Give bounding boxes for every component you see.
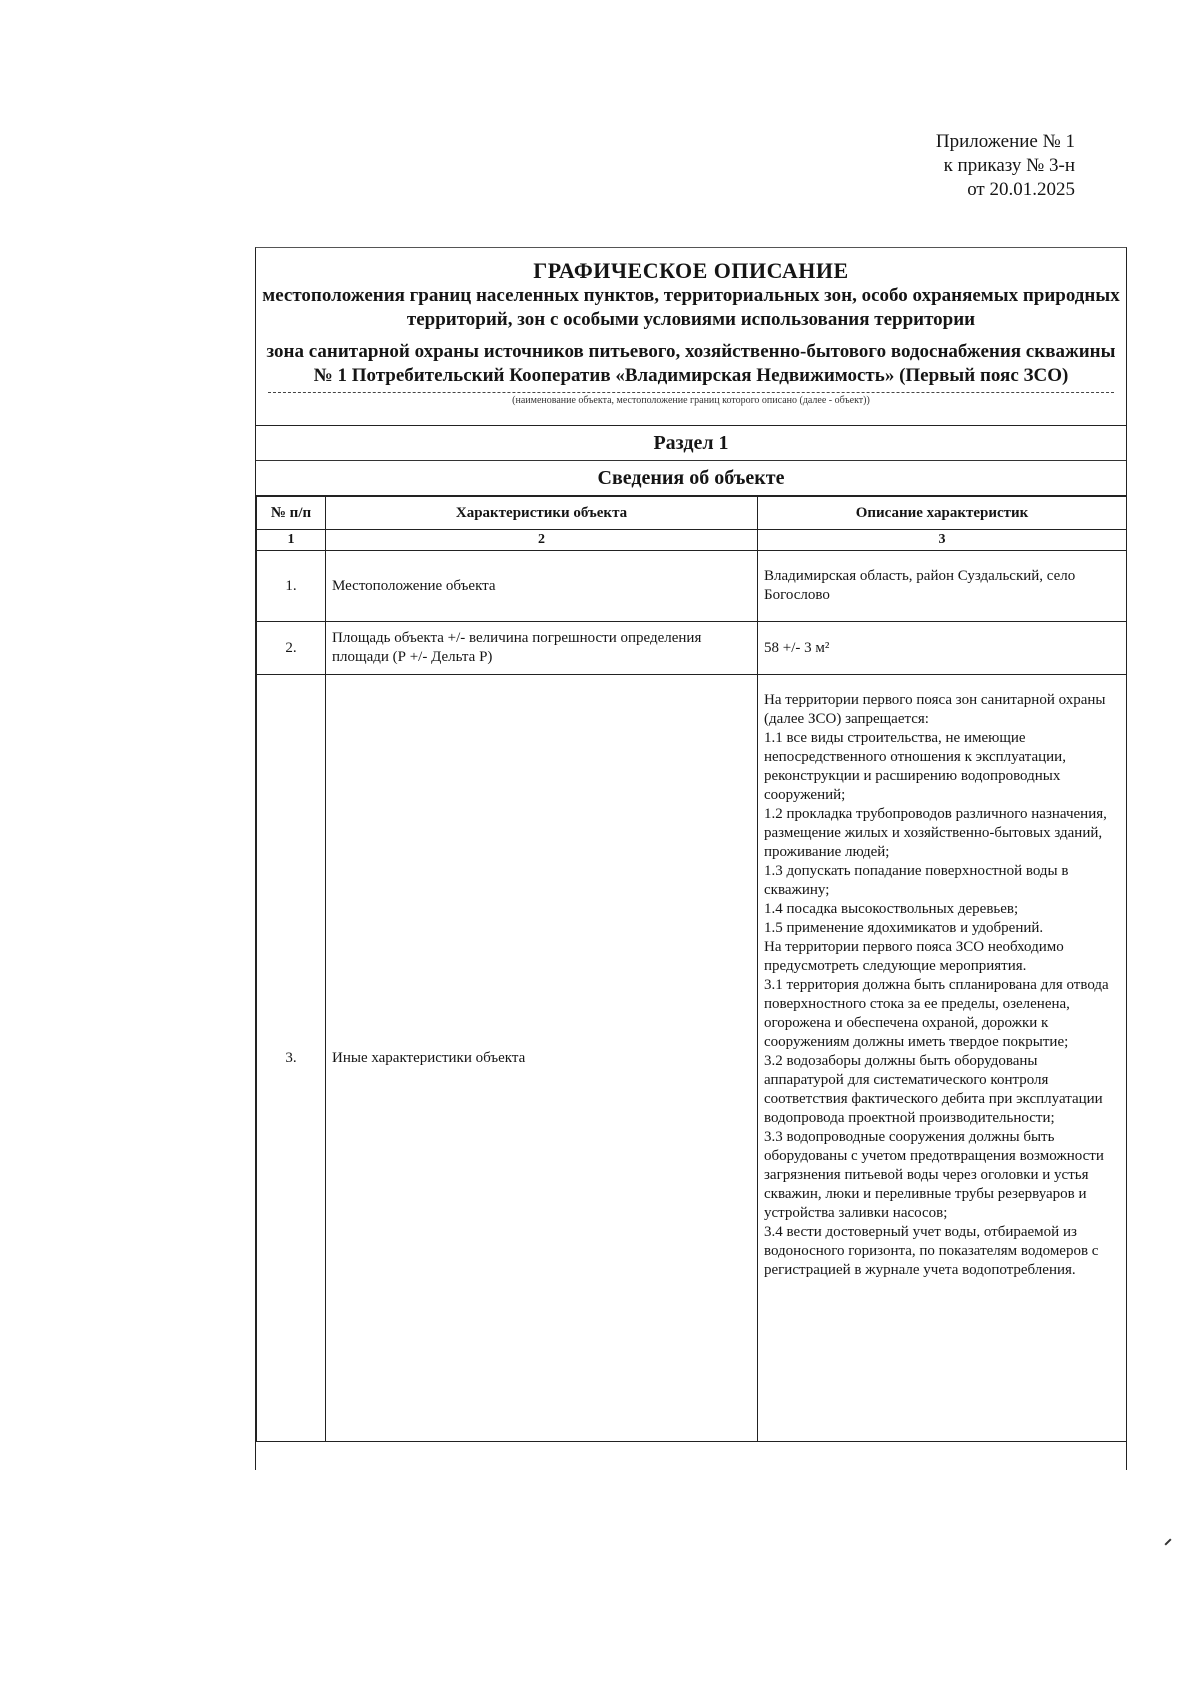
column-header-description: Описание характеристик — [758, 497, 1127, 530]
column-index: 2 — [326, 530, 758, 551]
row-description — [758, 551, 1127, 622]
row-characteristic: Местоположение объекта — [326, 551, 758, 622]
appendix-reference — [936, 130, 1075, 202]
description-line: 3.4 вести достоверный учет воды, отбираемой из водоносного горизонта, по показателям водомеров с регистрацией в журнале учета водопотребления. — [764, 1224, 1099, 1278]
document-frame — [255, 247, 1127, 1470]
description-line: 3.1 территория должна быть спланирована для отвода поверхностного стока за ее пределы, озеленена, огорожена и обеспечена охраной, дорожки к сооружениям должны иметь твердое покрытие; — [764, 977, 1109, 1050]
description-line: 3.3 водопроводные сооружения должны быть оборудованы с учетом предотвращения возможности загрязнения питьевой воды через оголовки и устья скважин, люки и переливные трубы резервуаров и устройства заливки насосов; — [764, 1129, 1104, 1221]
description-line: 58 +/- 3 м² — [764, 639, 830, 656]
row-number: 2. — [257, 622, 326, 675]
description-line: На территории первого пояса зон санитарной охраны (далее ЗСО) запрещается: — [764, 692, 1106, 727]
scan-mark — [1164, 1538, 1171, 1545]
row-description — [758, 622, 1127, 675]
appendix-line-1: Приложение № 1 — [935, 131, 1075, 152]
table-row — [257, 622, 1127, 675]
table-row — [257, 675, 1127, 1442]
document-title: ГРАФИЧЕСКОЕ ОПИСАНИЕ — [533, 258, 849, 283]
row-number: 3. — [257, 675, 326, 1442]
row-number: 1. — [257, 551, 326, 622]
table-row — [257, 551, 1127, 622]
column-index: 3 — [758, 530, 1127, 551]
description-line: 1.3 допускать попадание поверхностной воды в скважину; — [764, 863, 1069, 898]
description-line: 1.4 посадка высокоствольных деревьев; — [764, 901, 1019, 917]
object-name: зона санитарной охраны источников питьевого, хозяйственно-бытового водоснабжения скважины № 1 Потребительский Кооператив «Владимирская Недвижимость» (Первый пояс ЗСО) — [266, 341, 1116, 386]
row-characteristic: Площадь объекта +/- величина погрешности определения площади (Р +/- Дельта Р) — [326, 622, 758, 675]
appendix-line-2: к приказу № 3-н — [943, 155, 1075, 176]
description-line: На территории первого пояса ЗСО необходимо предусмотреть следующие мероприятия. — [764, 939, 1064, 974]
section-subtitle: Сведения об объекте — [256, 461, 1126, 496]
description-line: 1.5 применение ядохимикатов и удобрений. — [764, 920, 1044, 936]
table-header-row — [257, 497, 1127, 530]
section-title: Раздел 1 — [256, 425, 1126, 461]
object-info-table — [256, 496, 1127, 1442]
description-line: Владимирская область, район Суздальский, село Богослово — [764, 568, 1076, 603]
column-header-characteristic: Характеристики объекта — [326, 497, 758, 530]
column-header-number: № п/п — [257, 497, 326, 530]
column-index: 1 — [257, 530, 326, 551]
description-line: 1.2 прокладка трубопроводов различного назначения, размещение жилых и хозяйственно-бытовых зданий, проживание людей; — [764, 806, 1107, 860]
column-index-row — [257, 530, 1127, 551]
row-characteristic: Иные характеристики объекта — [326, 675, 758, 1442]
object-name-hint: (наименование объекта, местоположение границ которого описано (далее - объект)) — [512, 395, 870, 406]
document-subtitle: местоположения границ населенных пунктов, территориальных зон, особо охраняемых природных территорий, зон с особыми условиями использования территории — [262, 285, 1120, 330]
description-line: 1.1 все виды строительства, не имеющие непосредственного отношения к эксплуатации, реконструкции и расширению водопроводных сооружений; — [764, 730, 1066, 803]
object-name-underline — [268, 392, 1114, 393]
description-line: 3.2 водозаборы должны быть оборудованы аппаратурой для систематического контроля соответствия фактического дебита при эксплуатации водопровода проектной производительности; — [764, 1053, 1103, 1126]
row-description — [758, 675, 1127, 1442]
document-header — [256, 248, 1126, 407]
appendix-line-3: от 20.01.2025 — [967, 179, 1075, 200]
